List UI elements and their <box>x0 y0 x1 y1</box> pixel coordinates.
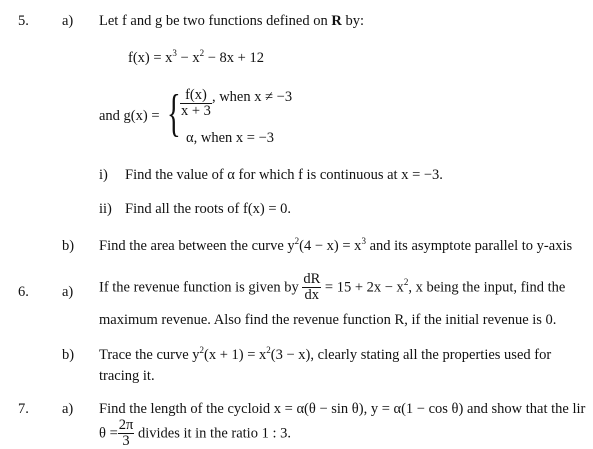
sub-text-i: Find the value of α for which f is continuous at x = −3. <box>125 167 443 183</box>
q5a-intro-set: R <box>331 13 342 29</box>
left-brace: { <box>167 85 181 142</box>
q6a-line1 <box>99 272 565 303</box>
q6b-text-3: (3 − x), clearly stating all the properties used for <box>270 347 552 363</box>
q5b-text-2: (4 − x) = x <box>299 238 362 254</box>
g-case1-numerator: f(x) <box>180 88 212 104</box>
dr-dx-fraction <box>302 272 321 303</box>
g-case2-condition: , when x = −3 <box>193 130 274 146</box>
question-number-6: 6. <box>18 284 29 300</box>
q5b-exp3: 3 <box>361 236 366 246</box>
q6b-line1 <box>99 345 552 363</box>
q6b-line2: tracing it. <box>99 368 155 384</box>
q5a-intro <box>99 14 364 29</box>
q5b-text <box>99 236 573 254</box>
sub-label-i: i) <box>99 167 108 183</box>
q6b-exp2a: 2 <box>199 345 205 355</box>
f-def-prefix: f(x) = x <box>128 50 173 66</box>
sub-label-ii: ii) <box>99 201 112 217</box>
dr-dx-denominator: dx <box>304 287 320 304</box>
q7a-line1: Find the length of the cycloid x = α(θ − sin θ), y = α(1 − cos θ) and show that the lir <box>99 401 586 417</box>
q7a-text-2: divides it in the ratio 1 : 3. <box>134 425 291 442</box>
question-number-7: 7. <box>18 401 29 417</box>
g-case1-fraction <box>180 88 212 119</box>
q5b-text-3: and its asymptote parallel to y-axis <box>365 238 573 254</box>
dr-dx-numerator: dR <box>303 271 321 287</box>
q7a-line2 <box>99 418 291 449</box>
q5b-text-1: Find the area between the curve y <box>99 238 295 254</box>
f-def-mid: − x <box>176 50 200 66</box>
two-pi-numerator: 2π <box>118 417 134 433</box>
question-number-5: 5. <box>18 13 29 29</box>
f-def-exp3: 3 <box>172 48 177 58</box>
f-definition <box>128 48 264 66</box>
two-pi-by-three-fraction <box>118 418 135 449</box>
g-case1-denominator: x + 3 <box>181 103 211 120</box>
part-label-7a: a) <box>62 401 74 417</box>
q6b-text-1: Trace the curve y <box>99 347 200 363</box>
part-label-5a: a) <box>62 13 74 29</box>
q6b-text-2: (x + 1) = x <box>204 347 267 363</box>
q6a-text-2: = 15 + 2x − x <box>321 279 404 296</box>
q5a-intro-prefix: Let f and g be two functions defined on <box>99 13 332 29</box>
g-case2-value: α <box>186 130 194 146</box>
sub-text-ii: Find all the roots of f(x) = 0. <box>125 201 292 217</box>
q6a-line2: maximum revenue. Also find the revenue function R, if the initial revenue is 0. <box>99 312 557 328</box>
q7a-theta-prefix: θ = <box>99 425 118 442</box>
g-case-2 <box>186 131 274 146</box>
part-label-6a: a) <box>62 284 74 300</box>
g-case-1 <box>180 88 292 119</box>
q5b-exp2: 2 <box>294 236 300 246</box>
q5a-intro-suffix: by: <box>341 13 364 29</box>
q6a-exp2: 2 <box>403 277 409 288</box>
part-label-5b: b) <box>62 238 75 254</box>
q6a-text-1: If the revenue function is given by <box>99 279 303 296</box>
part-label-6b: b) <box>62 347 75 363</box>
q6a-text-3: , x being the input, find the <box>408 279 566 296</box>
q6b-exp2b: 2 <box>266 345 271 355</box>
g-prefix: and g(x) = <box>99 108 160 124</box>
f-def-exp2: 2 <box>199 48 205 58</box>
f-def-suffix: − 8x + 12 <box>204 50 264 66</box>
three-denominator: 3 <box>122 433 130 449</box>
g-case1-condition: , when x ≠ −3 <box>211 89 293 106</box>
